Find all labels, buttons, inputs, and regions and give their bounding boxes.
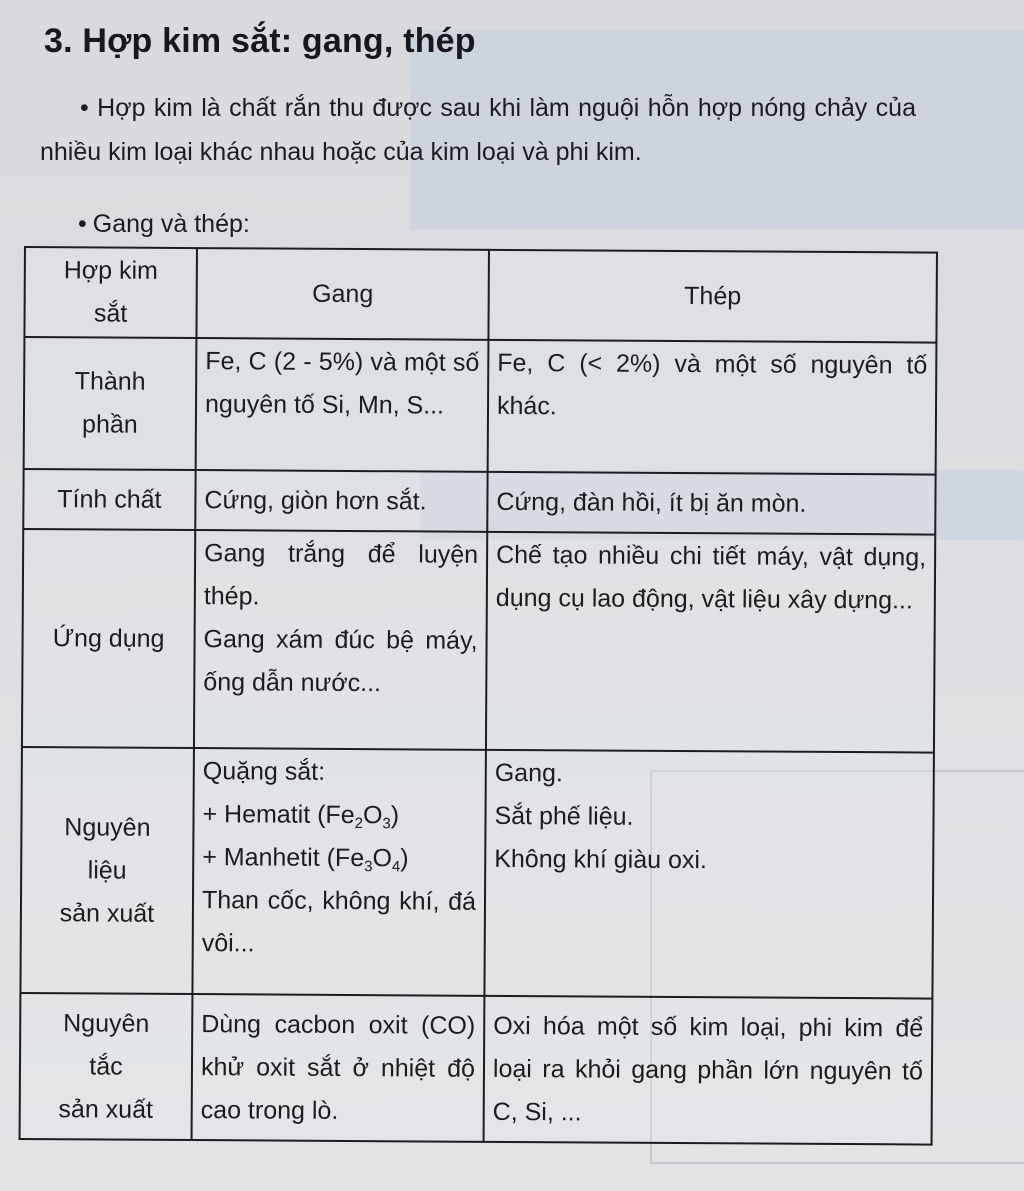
formula-subscript: 4 bbox=[391, 858, 401, 876]
comparison-table bbox=[19, 246, 938, 1146]
table-row-production-principle bbox=[20, 993, 933, 1145]
formula-part: ) bbox=[400, 844, 409, 873]
thep-material-line: Không khí giàu oxi. bbox=[494, 844, 708, 875]
other-materials: Than cốc, không khí, đá vôi... bbox=[201, 886, 477, 958]
row-label-composition bbox=[24, 337, 197, 470]
table-row-raw-materials bbox=[20, 747, 933, 999]
formula-part: ) bbox=[390, 801, 400, 830]
table-caption-text: Gang và thép: bbox=[92, 210, 250, 238]
row-label-line: sản xuất bbox=[59, 898, 155, 928]
header-alloy-line1: Hợp kim bbox=[63, 256, 159, 285]
gang-application-white: Gang trắng để luyện thép. bbox=[203, 539, 479, 611]
row-label-line: sản xuất bbox=[58, 1094, 154, 1124]
comparison-table-wrapper bbox=[19, 246, 936, 1142]
row-label-line: liệu bbox=[87, 855, 127, 885]
table-row-applications bbox=[22, 529, 935, 753]
section-heading: 3. Hợp kim sắt: gang, thép bbox=[44, 22, 476, 60]
formula-part: O bbox=[362, 801, 383, 830]
table-caption bbox=[78, 210, 250, 239]
formula-subscript: 3 bbox=[382, 815, 391, 833]
cell-gang-applications bbox=[194, 530, 487, 750]
header-alloy-line2: sắt bbox=[93, 299, 128, 328]
formula-part: + Manhetit (Fe bbox=[202, 843, 365, 873]
header-gang: Gang bbox=[196, 248, 489, 340]
row-label-applications: Ứng dụng bbox=[22, 529, 195, 748]
ore-title: Quặng sắt: bbox=[202, 757, 326, 786]
bullet-icon: • bbox=[78, 210, 87, 238]
cell-gang-production-principle: Dùng cacbon oxit (CO) khử oxit sắt ở nhiệt độ cao trong lò. bbox=[192, 994, 485, 1142]
header-alloy bbox=[24, 247, 197, 338]
row-label-line: Nguyên bbox=[63, 1008, 150, 1038]
formula-subscript: 3 bbox=[364, 858, 373, 876]
thep-material-line: Gang. bbox=[494, 758, 563, 788]
formula-part: + Hematit (Fe bbox=[202, 800, 355, 830]
header-thep: Thép bbox=[488, 250, 937, 343]
formula-part: O bbox=[372, 844, 393, 873]
row-label-line: Nguyên bbox=[64, 812, 151, 842]
cell-thep-composition: Fe, C (< 2%) và một số nguyên tố khác. bbox=[488, 340, 937, 475]
row-label-production-principle bbox=[20, 993, 193, 1140]
row-label-line: tắc bbox=[89, 1051, 123, 1081]
row-label-line: phần bbox=[82, 410, 138, 439]
row-label-properties: Tính chất bbox=[23, 469, 195, 530]
cell-gang-properties: Cứng, giòn hơn sắt. bbox=[195, 470, 487, 532]
cell-thep-raw-materials bbox=[484, 750, 933, 999]
row-label-raw-materials bbox=[20, 747, 193, 994]
cell-thep-applications: Chế tạo nhiều chi tiết máy, vật dụng, dụng cụ lao động, vật liệu xây dựng... bbox=[486, 532, 935, 753]
hematit-formula bbox=[202, 793, 476, 838]
manhetit-formula bbox=[202, 836, 476, 881]
cell-gang-composition: Fe, C (2 - 5%) và một số nguyên tố Si, Mn, S... bbox=[196, 338, 489, 472]
cell-gang-raw-materials bbox=[192, 748, 485, 996]
intro-paragraph: • Hợp kim là chất rắn thu được sau khi làm nguội hỗn hợp nóng chảy của nhiều kim loại khác nhau hoặc của kim loại và phi kim. bbox=[40, 94, 916, 166]
table-row-properties bbox=[23, 469, 935, 535]
table-row-composition bbox=[24, 337, 937, 475]
gang-application-grey: Gang xám đúc bệ máy, ống dẫn nước... bbox=[203, 625, 478, 698]
cell-thep-properties: Cứng, đàn hồi, ít bị ăn mòn. bbox=[487, 472, 935, 535]
thep-material-line: Sắt phế liệu. bbox=[494, 801, 634, 831]
table-header-row bbox=[24, 247, 937, 343]
formula-subscript: 2 bbox=[354, 815, 363, 833]
row-label-line: Thành bbox=[74, 367, 146, 396]
cell-thep-production-principle: Oxi hóa một số kim loại, phi kim để loại ra khỏi gang phần lớn nguyên tố C, Si, ... bbox=[484, 996, 933, 1145]
